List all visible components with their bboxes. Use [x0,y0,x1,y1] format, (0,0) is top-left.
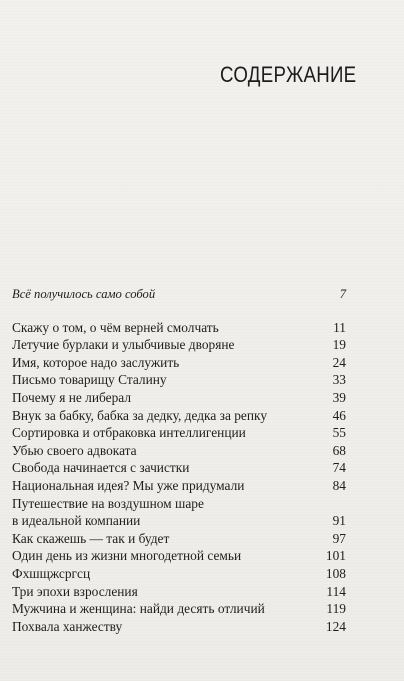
toc-entry [12,354,346,372]
toc-entry [12,319,346,337]
toc-entry-title: Внук за бабку, бабка за дедку, дедка за репку [12,407,268,423]
toc-entry-title: Всё получилось само собой [12,287,156,301]
toc-entry-title-continued: в идеальной компании [12,513,141,529]
toc-entry-page: 97 [332,530,346,546]
toc-entry-page: 119 [326,601,346,617]
toc-entry-title: Мужчина и женщина: найди десять отличий [12,601,265,617]
toc-entry-intro [12,286,346,304]
toc-entry-title: Письмо товарищу Сталину [12,372,167,388]
toc-entry [12,547,346,565]
toc-entry-page: 39 [332,389,346,405]
toc-entry-title: Похвала ханжеству [12,618,123,634]
toc-entry [12,618,346,636]
toc-entry-page: 7 [339,287,346,301]
toc-entry-page: 74 [332,460,346,476]
toc-entry-page: 68 [332,442,346,458]
page-title: СОДЕРЖАНИЕ [219,62,356,87]
toc-entry-title: Национальная идея? Мы уже придумали [12,477,245,493]
toc-entry [12,389,346,407]
toc-entry [12,583,346,601]
toc-entry-page: 114 [326,583,346,599]
toc-entry-title: Почему я не либерал [12,389,132,405]
toc-entry-title: Сортировка и отбраковка интеллигенции [12,425,246,441]
toc-entry-title: Как скажешь — так и будет [12,530,170,546]
toc-entry [12,424,346,442]
toc-entry-title: Летучие бурлаки и улыбчивые дворяне [12,337,235,353]
toc-entry-page: 33 [332,372,346,388]
toc-entry-page: 124 [325,618,346,634]
table-of-contents [12,286,346,635]
toc-entry-title: Три эпохи взросления [12,583,138,599]
toc-entry-page: 46 [332,407,346,423]
toc-entry-page: 24 [332,354,346,370]
toc-entry-title: Скажу о том, о чём верней смолчать [12,319,219,335]
toc-entry-line2 [12,512,346,530]
toc-entry [12,459,346,477]
toc-entry [12,442,346,460]
toc-entry-page: 11 [333,319,346,335]
toc-entry-title: Имя, которое надо заслужить [12,354,180,370]
toc-entry [12,477,346,495]
toc-entry [12,407,346,425]
toc-entry-title: Фхшщжсргсц [12,565,91,581]
toc-entry [12,371,346,389]
toc-entry-page: 108 [325,565,346,581]
toc-entry-page: 91 [332,513,346,529]
toc-entry-title: Один день из жизни многодетной семьи [12,548,242,564]
toc-entry [12,565,346,583]
toc-entry-page: 101 [325,548,346,564]
toc-entry [12,336,346,354]
toc-entry-title: Свобода начинается с зачистки [12,460,190,476]
toc-entry-title: Путешествие на воздушном шаре [12,495,204,511]
toc-entry-page: 55 [332,425,346,441]
toc-entry [12,600,346,618]
toc-entry-page: 19 [332,337,346,353]
toc-entry-line1 [12,495,346,513]
toc-entry-title: Убью своего адвоката [12,442,137,458]
toc-entry-page: 84 [332,477,346,493]
toc-entry [12,530,346,548]
